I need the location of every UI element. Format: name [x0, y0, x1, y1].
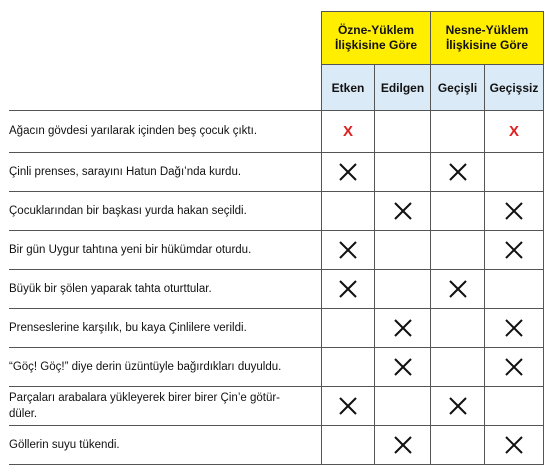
mark-cell	[430, 110, 485, 153]
mark-cell	[484, 269, 544, 309]
mark-cell	[484, 308, 544, 348]
row-sentence: Büyük bir şölen yaparak tahta oturttular.	[9, 282, 212, 295]
mark-cell	[321, 230, 375, 270]
mark-cell	[484, 386, 544, 426]
cross-mark-icon	[504, 357, 524, 377]
column-header-edilgen: Edilgen	[374, 64, 431, 111]
row-sentence: Göllerin suyu tükendi.	[9, 438, 120, 451]
cross-mark-icon	[338, 279, 358, 299]
cross-mark-icon	[504, 435, 524, 455]
mark-cell	[374, 308, 431, 348]
mark-cell	[484, 110, 544, 153]
mark-cell	[430, 230, 485, 270]
row-sentence: Parçaları arabalara yükleyerek birer birer Çin’e götür- düler.	[9, 391, 281, 420]
mark-cell	[430, 386, 485, 426]
cross-mark-icon	[338, 396, 358, 416]
mark-cell	[430, 308, 485, 348]
row-sentence: Çocuklarından bir başkası yurda hakan seçildi.	[9, 204, 247, 217]
mark-cell	[430, 191, 485, 231]
mark-cell	[374, 386, 431, 426]
column-header-geçişli: Geçişli	[430, 64, 485, 111]
cross-mark-icon	[393, 318, 413, 338]
cross-mark-icon	[448, 396, 468, 416]
cross-mark-icon	[393, 357, 413, 377]
mark-cell	[374, 191, 431, 231]
mark-cell	[374, 347, 431, 387]
mark-cell	[321, 110, 375, 153]
mark-cell	[374, 110, 431, 153]
mark-cell	[321, 425, 375, 465]
cross-mark-icon	[338, 162, 358, 182]
mark-cell	[484, 230, 544, 270]
cross-mark-icon	[504, 318, 524, 338]
mark-cell	[321, 269, 375, 309]
cross-mark-icon	[393, 435, 413, 455]
mark-cell	[374, 425, 431, 465]
mark-cell	[321, 347, 375, 387]
cross-mark-icon	[393, 201, 413, 221]
mark-cell	[484, 425, 544, 465]
cross-mark-icon	[448, 279, 468, 299]
group-header-object-predicate: Nesne-Yüklem İlişkisine Göre	[430, 11, 544, 65]
mark-cell	[430, 347, 485, 387]
red-x-mark: X	[508, 123, 519, 140]
mark-cell	[321, 191, 375, 231]
cross-mark-icon	[448, 162, 468, 182]
row-divider	[9, 464, 321, 465]
row-sentence: Ağacın gövdesi yarılarak içinden beş çocuk çıktı.	[9, 125, 258, 137]
mark-cell	[321, 152, 375, 192]
mark-cell	[484, 152, 544, 192]
mark-cell	[430, 425, 485, 465]
mark-cell	[374, 230, 431, 270]
mark-cell	[430, 269, 485, 309]
cross-mark-icon	[504, 201, 524, 221]
mark-cell	[484, 191, 544, 231]
mark-cell	[374, 269, 431, 309]
cross-mark-icon	[338, 240, 358, 260]
mark-cell	[484, 347, 544, 387]
row-sentence: Çinli prenses, sarayını Hatun Dağı’nda kurdu.	[9, 165, 242, 178]
group-header-subject-predicate: Özne-Yüklem İlişkisine Göre	[321, 11, 431, 65]
mark-cell	[321, 386, 375, 426]
row-sentence: Prenseslerine karşılık, bu kaya Çinlilere verildi.	[9, 321, 247, 334]
column-header-geçişsiz: Geçişsiz	[484, 64, 544, 111]
row-sentence: “Göç! Göç!” diye derin üzüntüyle bağırdıkları duyuldu.	[9, 360, 282, 373]
mark-cell	[321, 308, 375, 348]
mark-cell	[374, 152, 431, 192]
column-header-etken: Etken	[321, 64, 375, 111]
mark-cell	[430, 152, 485, 192]
row-sentence: Bir gün Uygur tahtına yeni bir hükümdar oturdu.	[9, 243, 252, 256]
table-top-divider	[9, 110, 321, 111]
cross-mark-icon	[504, 240, 524, 260]
red-x-mark: X	[342, 123, 353, 140]
